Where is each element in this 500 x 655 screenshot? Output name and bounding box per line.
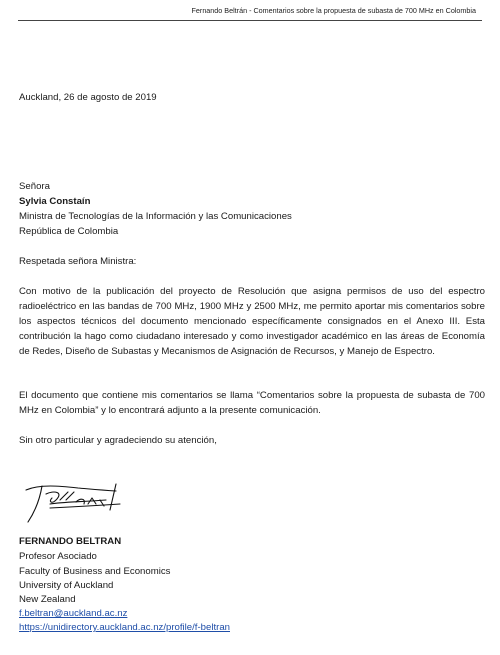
sender-country: New Zealand (19, 594, 76, 605)
sender-email-link[interactable]: f.beltran@auckland.ac.nz (19, 608, 128, 619)
sender-faculty: Faculty of Business and Economics (19, 566, 171, 577)
sender-title: Profesor Asociado (19, 551, 97, 562)
header-rule (18, 20, 482, 21)
sender-name: FERNANDO BELTRAN (19, 536, 122, 547)
sender-profile-link[interactable]: https://unidirectory.auckland.ac.nz/profile/f-beltran (19, 622, 230, 633)
running-header: Fernando Beltrán - Comentarios sobre la propuesta de subasta de 700 MHz en Colombia (191, 6, 476, 15)
recipient-name: Sylvia Constaín (19, 196, 91, 207)
sender-university: University of Auckland (19, 580, 114, 591)
greeting: Respetada señora Ministra: (19, 256, 137, 267)
closing-line: Sin otro particular y agradeciendo su atención, (19, 435, 217, 446)
body-paragraph-2: El documento que contiene mis comentarios se llama “Comentarios sobre la propuesta de subasta de 700 MHz en Colombia” y lo encontrará adjunto a la presente comunicación. (19, 390, 485, 416)
recipient-country: República de Colombia (19, 226, 119, 237)
body-paragraph-1: Con motivo de la publicación del proyecto de Resolución que asigna permisos de uso del espectro radioeléctrico en las bandas de 700 MHz, 1900 MHz y 2500 MHz, me permito aportar mis comentarios sobre los aspectos técnicos del documento mencionado específicamente consignados en el Anexo III. Esta contribución la hago como ciudadano interesado y como investigador académico en las áreas de Economía de Redes, Diseño de Subastas y Mecanismos de Asignación de Recursos, y Manejo de Espectro. (19, 286, 485, 357)
handwritten-signature (20, 480, 130, 530)
place-date: Auckland, 26 de agosto de 2019 (19, 92, 157, 103)
recipient-position: Ministra de Tecnologías de la Información y las Comunicaciones (19, 211, 292, 222)
recipient-salutation: Señora (19, 181, 50, 192)
